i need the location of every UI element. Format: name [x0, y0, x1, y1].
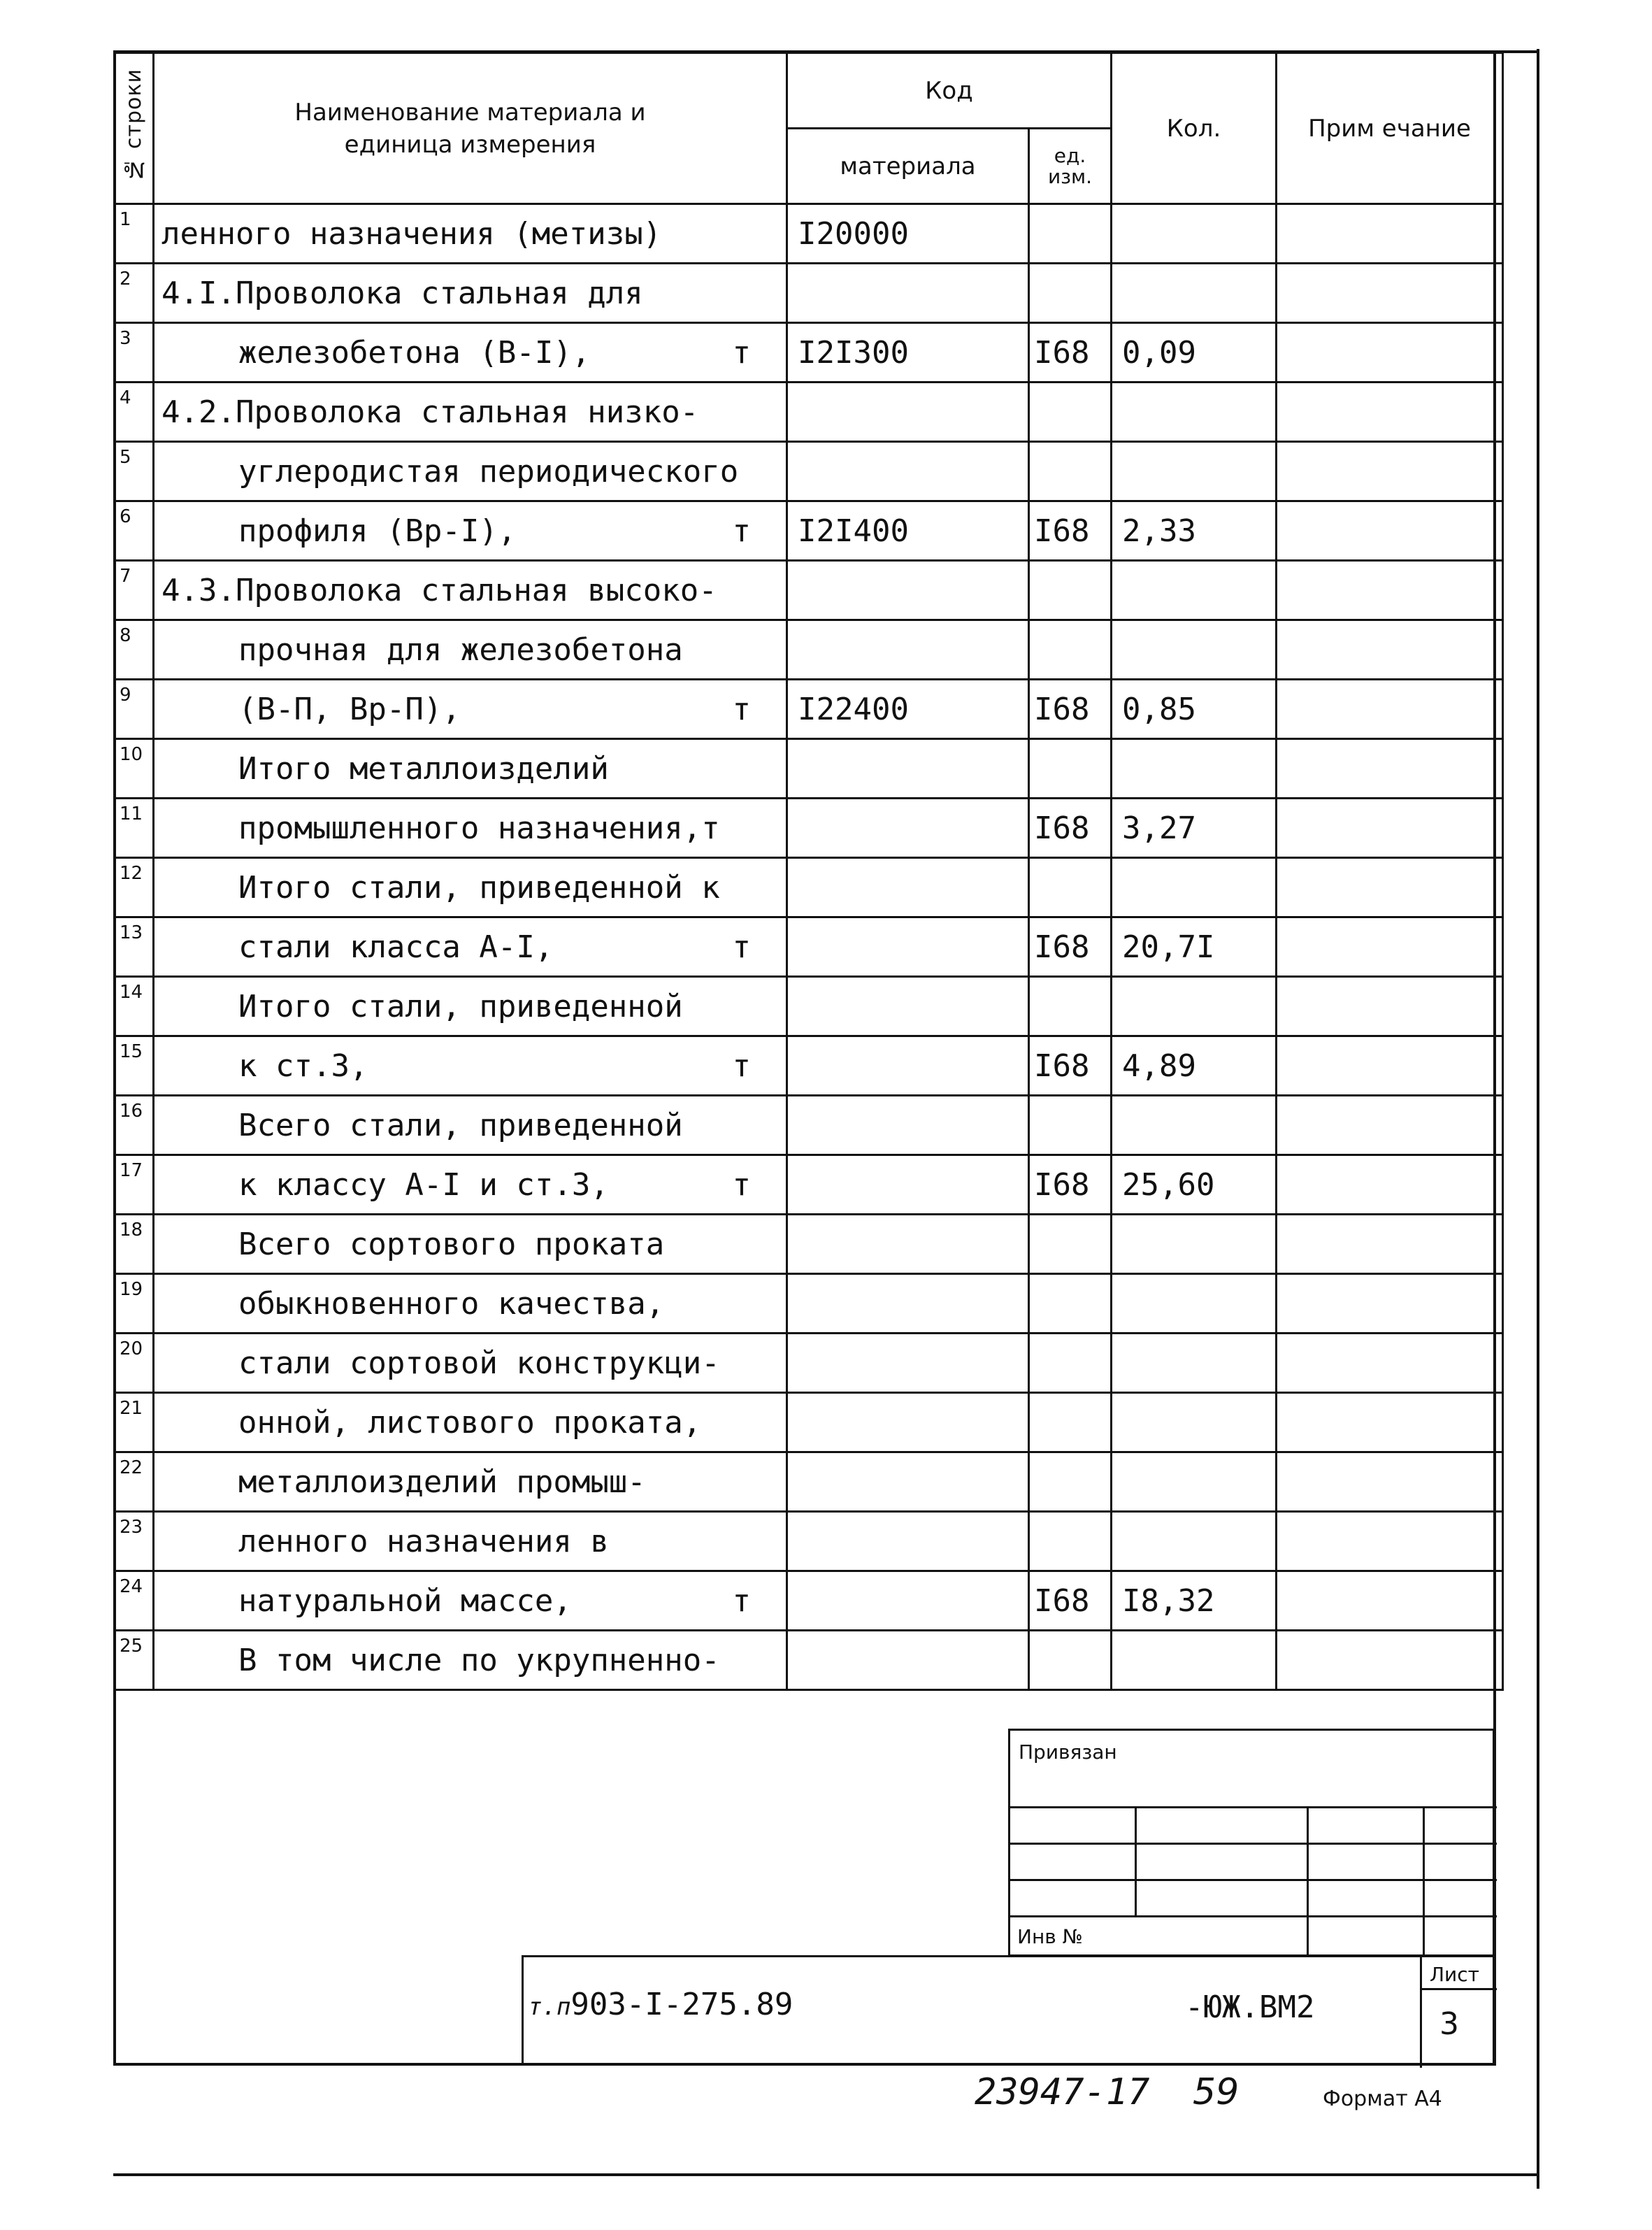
material-code	[787, 917, 1029, 977]
table-row	[115, 739, 1503, 799]
quantity	[1112, 1096, 1277, 1155]
unit-code	[1029, 264, 1112, 323]
material-code	[787, 799, 1029, 858]
page-number: 59	[1193, 2071, 1240, 2113]
material-code	[787, 1036, 1029, 1096]
header-row-number: № строки	[115, 53, 154, 204]
quantity	[1112, 383, 1277, 442]
unit-code	[1029, 858, 1112, 917]
table-body	[115, 204, 1503, 1690]
material-name	[154, 323, 787, 383]
note-cell	[1277, 1096, 1503, 1155]
row-number: 2	[115, 264, 154, 323]
unit-code: I68	[1029, 501, 1112, 561]
note-cell	[1277, 1571, 1503, 1631]
note-cell	[1277, 383, 1503, 442]
material-code	[787, 858, 1029, 917]
header-name: Наименование материала и единица измерения	[154, 53, 787, 204]
row-number: 20	[115, 1334, 154, 1393]
material-code	[787, 1571, 1029, 1631]
sheet-divider	[1420, 1988, 1497, 1990]
material-name-text: обыкновенного качества,	[238, 1285, 665, 1322]
note-cell	[1277, 1036, 1503, 1096]
unit-code	[1029, 383, 1112, 442]
material-name-text: 4.I.Проволока стальная для	[161, 275, 643, 311]
material-name	[154, 1215, 787, 1274]
unit-letter: т	[732, 1582, 751, 1619]
material-name-text: стали сортовой конструкци-	[238, 1345, 720, 1381]
unit-code	[1029, 1512, 1112, 1571]
material-name-text: к ст.3,	[238, 1048, 368, 1084]
note-cell	[1277, 1452, 1503, 1512]
material-name-text: Итого металлоизделий	[238, 750, 609, 787]
material-name	[154, 1631, 787, 1690]
row-number: 9	[115, 680, 154, 739]
row-number: 23	[115, 1512, 154, 1571]
unit-code: I68	[1029, 799, 1112, 858]
quantity	[1112, 264, 1277, 323]
material-name	[154, 1512, 787, 1571]
unit-letter: т	[732, 334, 751, 371]
material-name	[154, 1393, 787, 1452]
unit-code	[1029, 442, 1112, 501]
row-number: 7	[115, 561, 154, 620]
unit-code: I68	[1029, 323, 1112, 383]
header-note: Прим ечание	[1277, 53, 1503, 204]
material-name-text: ленного назначения в	[238, 1523, 609, 1559]
note-cell	[1277, 204, 1503, 264]
material-name-text: онной, листового проката,	[238, 1404, 702, 1441]
unit-letter: т	[732, 1048, 751, 1084]
unit-letter: т	[732, 1166, 751, 1203]
document-prefix: т.п	[528, 1993, 571, 2021]
row-number: 24	[115, 1571, 154, 1631]
material-code	[787, 977, 1029, 1036]
material-name	[154, 1334, 787, 1393]
table-row	[115, 917, 1503, 977]
material-name	[154, 1571, 787, 1631]
table-row	[115, 858, 1503, 917]
material-code: I22400	[787, 680, 1029, 739]
note-cell	[1277, 442, 1503, 501]
material-name	[154, 977, 787, 1036]
material-name-text: к классу А-I и ст.3,	[238, 1166, 609, 1203]
material-code	[787, 620, 1029, 680]
row-number: 13	[115, 917, 154, 977]
material-code	[787, 383, 1029, 442]
material-name-text: Всего стали, приведенной	[238, 1107, 683, 1143]
note-cell	[1277, 1155, 1503, 1215]
row-number: 16	[115, 1096, 154, 1155]
material-name	[154, 799, 787, 858]
row-number: 6	[115, 501, 154, 561]
material-code	[787, 561, 1029, 620]
note-cell	[1277, 1393, 1503, 1452]
material-code: I2I300	[787, 323, 1029, 383]
inventory-number-label: Инв №	[1017, 1925, 1083, 1948]
unit-code	[1029, 1274, 1112, 1334]
material-name-text: прочная для железобетона	[238, 631, 683, 668]
stamp-line	[1307, 1806, 1309, 1954]
material-name-text: промышленного назначения,т	[238, 810, 720, 846]
quantity: 2,33	[1112, 501, 1277, 561]
row-number: 15	[115, 1036, 154, 1096]
table-row	[115, 620, 1503, 680]
quantity	[1112, 561, 1277, 620]
table-row	[115, 1274, 1503, 1334]
unit-code	[1029, 1631, 1112, 1690]
unit-code: I68	[1029, 680, 1112, 739]
unit-code	[1029, 739, 1112, 799]
document-suffix: -ЮЖ.ВМ2	[1185, 1989, 1315, 2025]
material-code: I2I400	[787, 501, 1029, 561]
material-name	[154, 917, 787, 977]
material-code	[787, 1631, 1029, 1690]
material-code	[787, 1452, 1029, 1512]
material-name-text: металлоизделий промыш-	[238, 1464, 646, 1500]
material-name	[154, 1452, 787, 1512]
material-name	[154, 680, 787, 739]
quantity	[1112, 1393, 1277, 1452]
quantity	[1112, 739, 1277, 799]
table-row	[115, 1571, 1503, 1631]
table-row	[115, 383, 1503, 442]
material-name-text: 4.3.Проволока стальная высоко-	[161, 572, 717, 608]
material-name	[154, 620, 787, 680]
quantity	[1112, 977, 1277, 1036]
document-number: 903-I-275.89	[570, 1987, 793, 2022]
material-name-text: (В-П, Вр-П),	[238, 691, 461, 727]
material-code	[787, 1096, 1029, 1155]
material-code: I20000	[787, 204, 1029, 264]
note-cell	[1277, 739, 1503, 799]
material-code	[787, 1393, 1029, 1452]
quantity	[1112, 1452, 1277, 1512]
quantity: 0,09	[1112, 323, 1277, 383]
row-number: 4	[115, 383, 154, 442]
sheet-divider	[1420, 1957, 1422, 2068]
row-number: 14	[115, 977, 154, 1036]
note-cell	[1277, 561, 1503, 620]
material-name-text: В том числе по укрупненно-	[238, 1642, 720, 1678]
quantity	[1112, 1512, 1277, 1571]
material-name	[154, 442, 787, 501]
unit-code: I68	[1029, 1571, 1112, 1631]
row-number: 18	[115, 1215, 154, 1274]
material-code	[787, 1334, 1029, 1393]
header-code: Код	[787, 53, 1112, 129]
quantity	[1112, 204, 1277, 264]
material-code	[787, 264, 1029, 323]
row-number: 19	[115, 1274, 154, 1334]
stamp-line	[1135, 1806, 1137, 1915]
unit-code	[1029, 1452, 1112, 1512]
frame-top-line	[113, 50, 1539, 53]
unit-code	[1029, 1393, 1112, 1452]
row-number: 1	[115, 204, 154, 264]
material-name-text: железобетона (В-I),	[238, 334, 591, 371]
unit-code	[1029, 1334, 1112, 1393]
material-name-text: профиля (Вр-I),	[238, 513, 517, 549]
material-name	[154, 1096, 787, 1155]
document-code	[528, 1987, 793, 2022]
table-row	[115, 1334, 1503, 1393]
sheet-label: Лист	[1430, 1963, 1479, 1986]
header-qty: Кол.	[1112, 53, 1277, 204]
material-code	[787, 739, 1029, 799]
header-unit: ед. изм.	[1029, 129, 1112, 204]
material-name	[154, 561, 787, 620]
material-code	[787, 1215, 1029, 1274]
table-row	[115, 1155, 1503, 1215]
material-name	[154, 1155, 787, 1215]
table-row	[115, 1096, 1503, 1155]
note-cell	[1277, 1274, 1503, 1334]
archive-number: 23947-17	[975, 2071, 1150, 2113]
material-name	[154, 204, 787, 264]
note-cell	[1277, 1631, 1503, 1690]
format-label: Формат А4	[1323, 2087, 1442, 2111]
table-row	[115, 264, 1503, 323]
quantity: I8,32	[1112, 1571, 1277, 1631]
table-row	[115, 1512, 1503, 1571]
row-number: 17	[115, 1155, 154, 1215]
material-code	[787, 442, 1029, 501]
material-name-text: натуральной массе,	[238, 1582, 572, 1619]
note-cell	[1277, 917, 1503, 977]
frame-left-line	[113, 52, 116, 2066]
material-name-text: Итого стали, приведенной	[238, 988, 683, 1024]
material-name-text: ленного назначения (метизы)	[161, 215, 662, 252]
table-row	[115, 442, 1503, 501]
note-cell	[1277, 1215, 1503, 1274]
material-code	[787, 1512, 1029, 1571]
material-name-text: Всего сортового проката	[238, 1226, 665, 1262]
table-row	[115, 977, 1503, 1036]
table-row	[115, 680, 1503, 739]
material-name-text: Итого стали, приведенной к	[238, 869, 720, 906]
unit-letter: т	[732, 513, 751, 549]
note-cell	[1277, 858, 1503, 917]
material-name-text: углеродистая периодического	[238, 453, 739, 489]
note-cell	[1277, 680, 1503, 739]
material-name	[154, 739, 787, 799]
note-cell	[1277, 1334, 1503, 1393]
material-name-text: стали класса А-I,	[238, 929, 554, 965]
row-number: 21	[115, 1393, 154, 1452]
material-code	[787, 1274, 1029, 1334]
note-cell	[1277, 1512, 1503, 1571]
table-row	[115, 323, 1503, 383]
sheet-number: 3	[1439, 2006, 1459, 2042]
note-cell	[1277, 264, 1503, 323]
table-row	[115, 1393, 1503, 1452]
row-number: 8	[115, 620, 154, 680]
quantity: 20,7I	[1112, 917, 1277, 977]
row-number: 3	[115, 323, 154, 383]
title-block	[522, 1955, 1495, 2066]
quantity	[1112, 1215, 1277, 1274]
row-number: 5	[115, 442, 154, 501]
quantity	[1112, 1274, 1277, 1334]
row-number: 12	[115, 858, 154, 917]
table-header	[115, 53, 1503, 204]
table-row	[115, 561, 1503, 620]
unit-code	[1029, 620, 1112, 680]
table-row	[115, 1452, 1503, 1512]
table-row	[115, 799, 1503, 858]
unit-code: I68	[1029, 917, 1112, 977]
materials-table	[113, 52, 1504, 1691]
material-name	[154, 501, 787, 561]
material-name	[154, 1274, 787, 1334]
quantity	[1112, 858, 1277, 917]
unit-code	[1029, 204, 1112, 264]
quantity	[1112, 1334, 1277, 1393]
unit-code: I68	[1029, 1036, 1112, 1096]
material-name	[154, 383, 787, 442]
unit-code: I68	[1029, 1155, 1112, 1215]
attached-label: Привязан	[1019, 1741, 1117, 1764]
note-cell	[1277, 977, 1503, 1036]
header-material-code: материала	[787, 129, 1029, 204]
note-cell	[1277, 620, 1503, 680]
stamp-line	[1423, 1806, 1425, 1954]
row-number: 25	[115, 1631, 154, 1690]
quantity	[1112, 442, 1277, 501]
material-code	[787, 1155, 1029, 1215]
unit-code	[1029, 977, 1112, 1036]
row-number: 11	[115, 799, 154, 858]
table-row	[115, 1631, 1503, 1690]
material-name-text: 4.2.Проволока стальная низко-	[161, 394, 699, 430]
quantity: 3,27	[1112, 799, 1277, 858]
page-bottom-line	[113, 2173, 1539, 2176]
attached-stamp	[1008, 1729, 1495, 1957]
quantity	[1112, 1631, 1277, 1690]
quantity: 25,60	[1112, 1155, 1277, 1215]
table-row	[115, 204, 1503, 264]
quantity	[1112, 620, 1277, 680]
note-cell	[1277, 799, 1503, 858]
table-row	[115, 1215, 1503, 1274]
row-number: 22	[115, 1452, 154, 1512]
unit-code	[1029, 1215, 1112, 1274]
note-cell	[1277, 501, 1503, 561]
row-number: 10	[115, 739, 154, 799]
unit-letter: т	[732, 691, 751, 727]
unit-code	[1029, 561, 1112, 620]
table-row	[115, 1036, 1503, 1096]
unit-letter: т	[732, 929, 751, 965]
quantity: 0,85	[1112, 680, 1277, 739]
material-name	[154, 264, 787, 323]
material-name	[154, 858, 787, 917]
note-cell	[1277, 323, 1503, 383]
table-row	[115, 501, 1503, 561]
material-name	[154, 1036, 787, 1096]
unit-code	[1029, 1096, 1112, 1155]
frame-right-line	[1537, 49, 1539, 2189]
quantity: 4,89	[1112, 1036, 1277, 1096]
